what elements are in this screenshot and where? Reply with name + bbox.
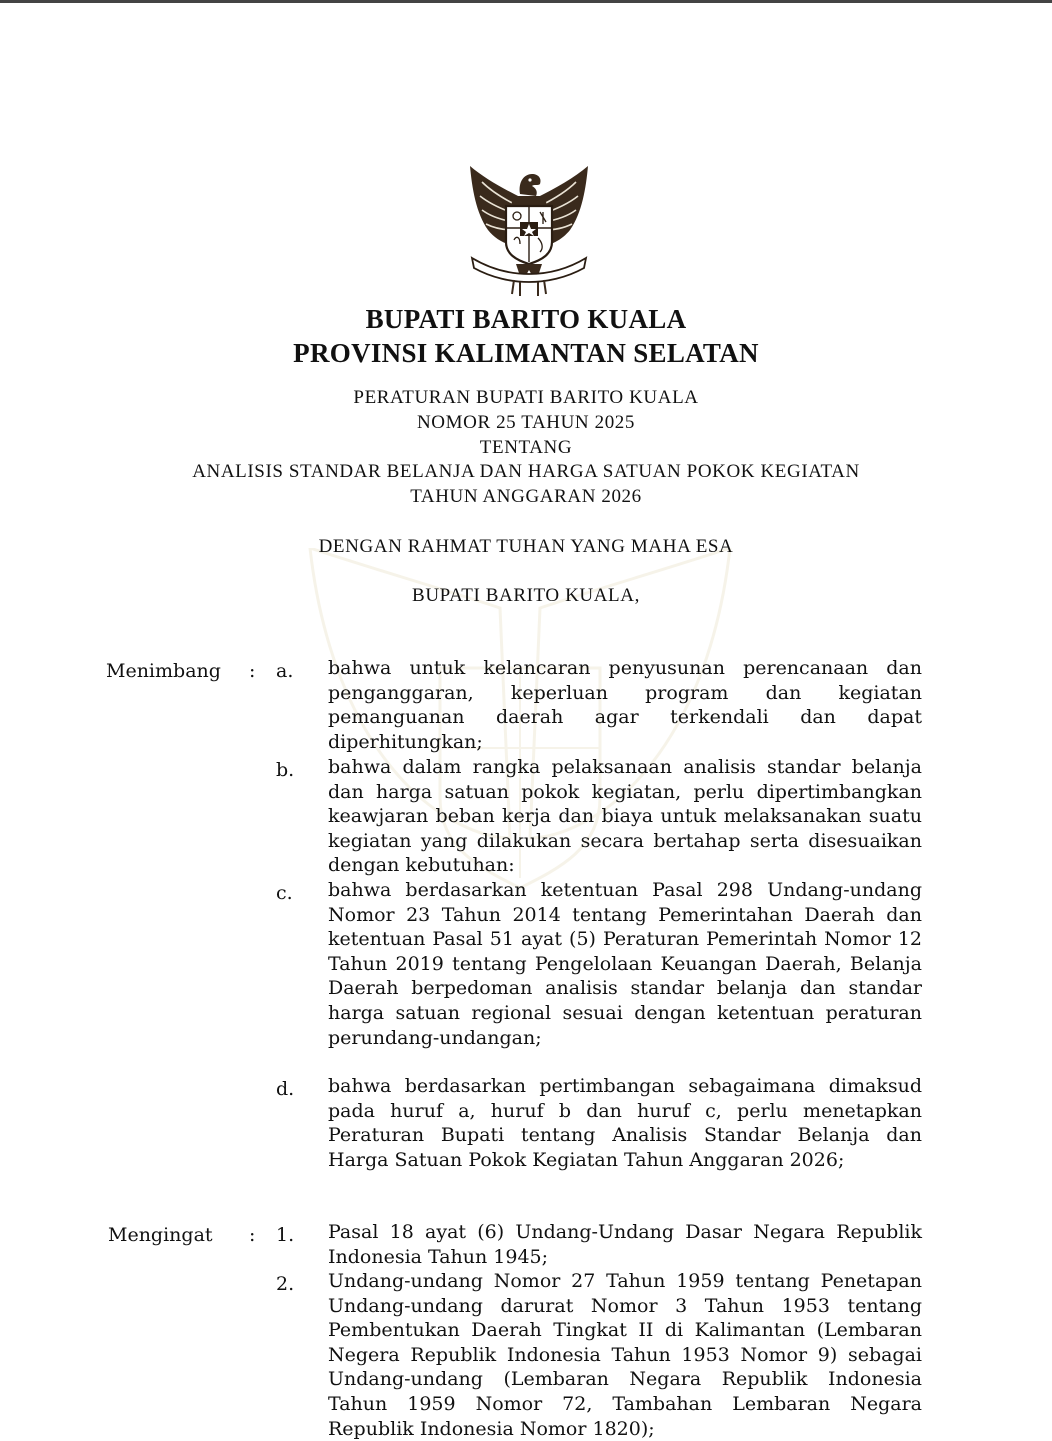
garuda-pancasila-emblem: [462, 158, 596, 298]
menimbang-clause-d: bahwa berdasarkan pertimbangan sebagaimana dimaksud pada huruf a, huruf b dan huruf c, perlu menetapkan Peraturan Bupati tentang Analisis Standar Belanja dan Harga Satuan Pokok Kegiatan Tahun Anggaran 2026;: [328, 1075, 922, 1171]
menimbang-clause-c: bahwa berdasarkan ketentuan Pasal 298 Undang-undang Nomor 23 Tahun 2014 tentang Pemerintahan Daerah dan ketentuan Pasal 51 ayat (5) Peraturan Pemerintah Nomor 12 Tahun 2019 tentang Pengelolaan Keuangan Daerah, Belanja Daerah berpedoman analisis standar belanja dan standar harga satuan regional sesuai dengan ketentuan peraturan perundang-undangan;: [328, 879, 922, 1049]
menimbang-marker-d: d.: [276, 1078, 295, 1100]
mengingat-colon: :: [249, 1224, 256, 1246]
mengingat-clause-2: Undang-undang Nomor 27 Tahun 1959 tentang Penetapan Undang-undang darurat Nomor 3 Tahun 1953 tentang Pembentukan Daerah Tingkat II di Kalimantan (Lembaran Negera Republik Indonesia Tahun 1953 Nomor 9) sebagai Undang-undang (Lembaran Negara Republik Indonesia Tahun 1959 Nomor 72, Tambahan Lembaran Negara Republik Indonesia Nomor 1820);: [328, 1270, 922, 1440]
mengingat-marker-2: 2.: [276, 1273, 295, 1295]
invocation: DENGAN RAHMAT TUHAN YANG MAHA ESA: [318, 536, 734, 557]
title-line-2: PROVINSI KALIMANTAN SELATAN: [293, 338, 759, 368]
menimbang-clause-b: bahwa dalam rangka pelaksanaan analisis standar belanja dan harga satuan pokok kegiatan, perlu dipertimbangkan keawjaran beban kerja dan biaya untuk melaksanakan suatu kegiatan yang dilakukan secara bertahap serta disesuaikan dengan kebutuhan:: [328, 756, 922, 877]
regulation-subject-line-2: TAHUN ANGGARAN 2026: [410, 486, 642, 507]
page-top-edge: [0, 0, 1052, 3]
mengingat-clause-1: Pasal 18 ayat (6) Undang-Undang Dasar Negara Republik Indonesia Tahun 1945;: [328, 1221, 922, 1268]
menimbang-marker-c: c.: [276, 882, 293, 904]
regulation-number: NOMOR 25 TAHUN 2025: [416, 412, 635, 433]
mengingat-label: Mengingat: [108, 1224, 213, 1246]
menimbang-label: Menimbang: [106, 660, 221, 682]
menimbang-marker-a: a.: [276, 660, 294, 682]
menimbang-colon: :: [249, 660, 256, 682]
title-line-1: BUPATI BARITO KUALA: [365, 304, 687, 334]
menimbang-clause-a: bahwa untuk kelancaran penyusunan perencanaan dan penganggaran, keperluan program dan kegiatan pemanguanan daerah agar terkendali dan dapat diperhitungkan;: [328, 657, 922, 753]
menimbang-marker-b: b.: [276, 759, 295, 781]
mengingat-marker-1: 1.: [276, 1224, 295, 1246]
enactor: BUPATI BARITO KUALA,: [412, 585, 640, 606]
regulation-about: TENTANG: [479, 437, 573, 458]
regulation-type: PERATURAN BUPATI BARITO KUALA: [353, 387, 699, 408]
regulation-subject-line-1: ANALISIS STANDAR BELANJA DAN HARGA SATUAN POKOK KEGIATAN: [192, 461, 860, 482]
